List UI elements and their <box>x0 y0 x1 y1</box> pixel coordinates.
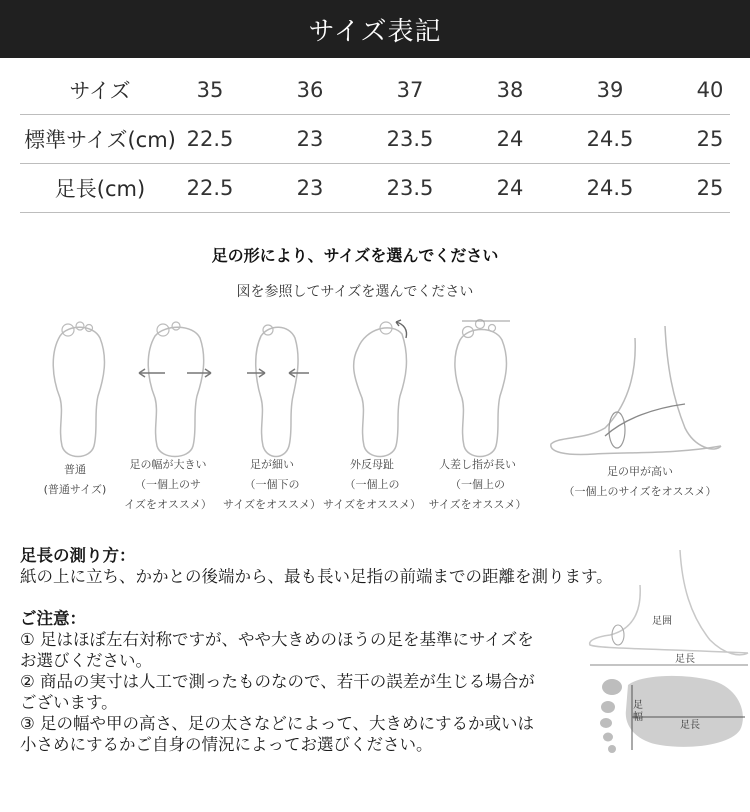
caption-high-instep: 足の甲が高い （一個上のサイズをオススメ） <box>563 465 717 498</box>
table-cell: 36 <box>296 78 324 102</box>
table-cell: 22.5 <box>186 176 234 200</box>
table-cell: 37 <box>396 78 424 102</box>
table-cell: 25 <box>696 127 724 151</box>
foot-shape-gallery <box>0 310 750 530</box>
caption-narrow: 足が細い （一個下の サイズをオススメ） <box>222 458 321 511</box>
high-instep-foot-icon <box>545 318 730 463</box>
note-line: 小さめにするかご自身の情況によってお選びください。 <box>20 735 433 754</box>
table-row-foot-length <box>20 164 730 213</box>
row-label: 足長(cm) <box>54 177 146 201</box>
foot-measure-diagram-icon <box>580 545 750 805</box>
measure-text: 紙の上に立ち、かかとの後端から、最も長い足指の前端までの距離を測ります。 <box>20 567 613 586</box>
long-second-toe-foot-icon <box>440 318 520 463</box>
length-top-label: 足長 <box>680 720 700 731</box>
table-cell: 25 <box>696 176 724 200</box>
note-line: ③ 足の幅や甲の高さ、足の太さなどによって、大きめにするか或いは <box>20 714 535 733</box>
narrow-foot-icon <box>243 318 313 463</box>
table-row-size <box>20 66 730 115</box>
page-title: サイズ表記 <box>308 16 442 47</box>
table-cell: 24 <box>496 176 524 200</box>
table-cell: 23.5 <box>386 176 434 200</box>
foot-shape-title: 足の形により、サイズを選んでください <box>211 246 499 265</box>
table-cell: 23 <box>296 176 324 200</box>
table-cell: 24.5 <box>586 176 634 200</box>
bunion-foot-icon <box>340 318 420 463</box>
note-line: ① 足はほぼ左右対称ですが、やや大きめのほうの足を基準にサイズを <box>20 630 534 649</box>
girth-label: 足囲 <box>652 616 672 627</box>
row-label: 標準サイズ(cm) <box>24 128 176 152</box>
caption-wide: 足の幅が大きい （一個上のサ イズをオススメ） <box>124 458 212 511</box>
width-label: 足幅 <box>633 700 643 723</box>
page-header <box>0 0 750 58</box>
table-row-standard <box>20 115 730 164</box>
table-cell: 40 <box>696 78 724 102</box>
foot-shape-subtitle: 図を参照してサイズを選んでください <box>236 284 474 300</box>
notes-heading: ご注意： <box>20 609 86 628</box>
table-cell: 23 <box>296 127 324 151</box>
wide-foot-icon <box>135 318 215 463</box>
measure-heading: 足長の測り方： <box>20 546 136 565</box>
table-cell: 39 <box>596 78 624 102</box>
table-cell: 23.5 <box>386 127 434 151</box>
table-cell: 38 <box>496 78 524 102</box>
caption-normal: 普通 (普通サイズ) <box>43 463 107 496</box>
normal-foot-icon <box>38 318 118 463</box>
table-cell: 24 <box>496 127 524 151</box>
caption-bunion: 外反母趾 （一個上の サイズをオススメ） <box>322 458 421 511</box>
note-line: お選びください。 <box>20 651 152 670</box>
table-cell: 24.5 <box>586 127 634 151</box>
length-side-label: 足長 <box>675 654 695 665</box>
table-cell: 22.5 <box>186 127 234 151</box>
caption-long-toe: 人差し指が長い （一個上の サイズをオススメ） <box>428 458 527 511</box>
table-cell: 35 <box>196 78 224 102</box>
size-table <box>0 66 750 213</box>
row-label: サイズ <box>69 79 131 103</box>
note-line: ② 商品の実寸は人工で測ったものなので、若干の誤差が生じる場合が <box>20 672 535 691</box>
note-line: ございます。 <box>20 693 118 712</box>
